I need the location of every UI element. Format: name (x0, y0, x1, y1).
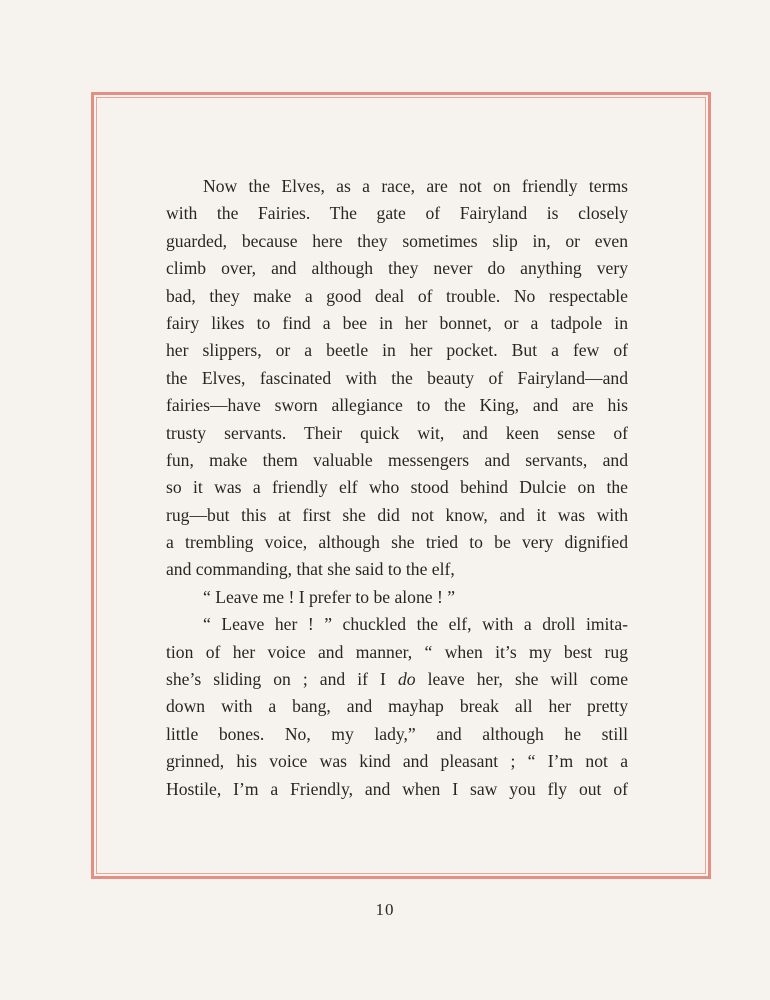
page-number: 10 (375, 900, 395, 919)
text-line: a trembling voice, although she tried to be very dignified (166, 532, 628, 553)
dialogue-line: “ Leave her ! ” chuckled the elf, with a droll imita- (203, 614, 628, 635)
dialogue-line: “ Leave me ! I prefer to be alone ! ” (203, 586, 456, 607)
text-line: so it was a friendly elf who stood behind Dulcie on the (166, 477, 628, 498)
text-line: with the Fairies. The gate of Fairyland is closely (166, 203, 628, 224)
text-line: the Elves, fascinated with the beauty of Fairyland—and (166, 367, 628, 388)
text-line: rug—but this at first she did not know, and it was with (166, 504, 628, 525)
text-line: Hostile, I’m a Friendly, and when I saw you fly out of (166, 778, 628, 799)
text-line: fun, make them valuable messengers and servants, and (166, 449, 628, 470)
text-line: trusty servants. Their quick wit, and keen sense of (166, 422, 628, 443)
text-line: fairies—have sworn allegiance to the King, and are his (166, 395, 628, 416)
text-line: little bones. No, my lady,” and although he still (166, 723, 628, 744)
text-line: down with a bang, and mayhap break all her pretty (166, 696, 628, 717)
text-line: bad, they make a good deal of trouble. No respectable (166, 285, 628, 306)
text-line: she’s sliding on ; and if I do leave her, she will come (166, 669, 628, 690)
text-line: and commanding, that she said to the elf, (166, 559, 455, 580)
body-text (166, 173, 628, 803)
text-line: her slippers, or a beetle in her pocket. But a few of (166, 340, 628, 361)
text-line: climb over, and although they never do anything very (166, 258, 628, 279)
text-line: Now the Elves, as a race, are not on friendly terms (203, 176, 628, 196)
text-line: grinned, his voice was kind and pleasant ; “ I’m not a (166, 751, 628, 772)
text-line: guarded, because here they sometimes slip in, or even (166, 230, 628, 251)
text-line: fairy likes to find a bee in her bonnet, or a tadpole in (166, 312, 628, 333)
text-line: tion of her voice and manner, “ when it’s my best rug (166, 641, 628, 662)
